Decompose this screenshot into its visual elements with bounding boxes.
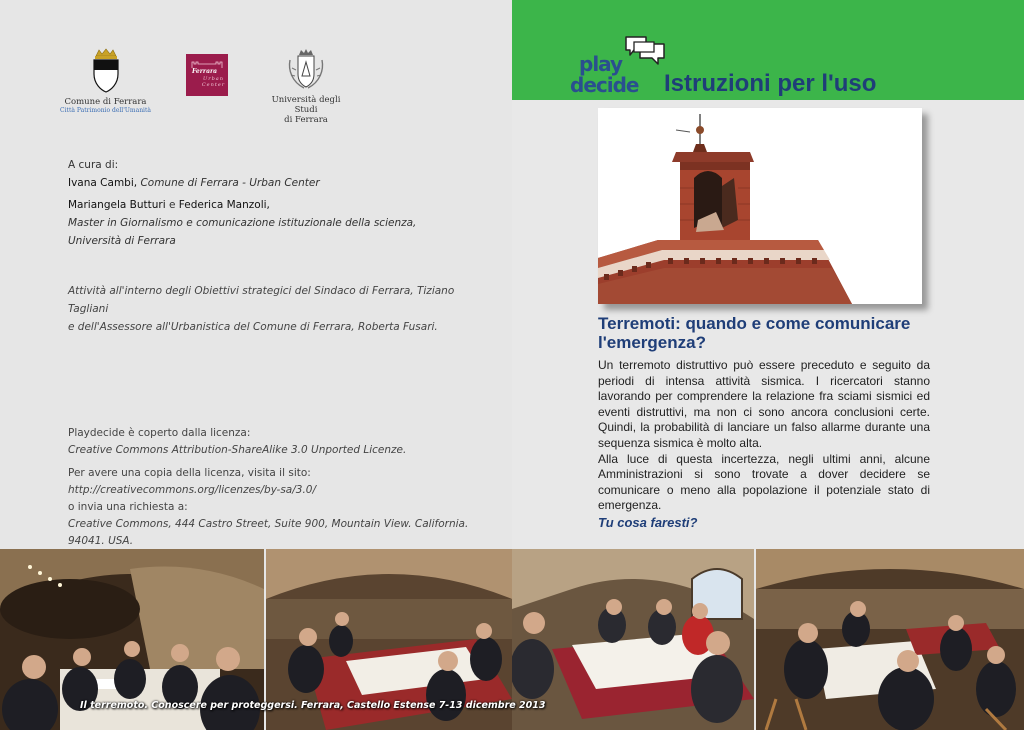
license-line1: Playdecide è coperto dalla licenza: [68, 427, 251, 439]
author-conjunction: e [168, 199, 176, 211]
credits-intro: A cura di: [68, 159, 119, 171]
unife-caption-line1: Università degli Studi [271, 95, 341, 115]
author1-affiliation: Comune di Ferrara - Urban Center [140, 177, 320, 189]
activity-line1: Attività all'interno degli Obiettivi strategici del Sindaco di Ferrara, Tiziano Tagliani [68, 285, 455, 315]
speech-bubbles-icon [624, 34, 668, 68]
photo-strip-caption: Il terremoto. Conoscere per proteggersi. Ferrara, Castello Estense 7-13 dicembre 2013 [80, 700, 546, 711]
license-line5: o invia una richiesta a: [68, 501, 188, 513]
left-page [0, 0, 512, 549]
author2-name: Mariangela Butturi [68, 199, 166, 211]
article-title: Terremoti: quando e come comunicare l'emergenza? [598, 314, 911, 352]
ferrara-crest-icon [91, 48, 121, 94]
urban-center-name: Ferrara [192, 68, 218, 75]
page-title: Istruzioni per l'uso [664, 70, 877, 97]
workshop-photo-4 [756, 549, 1024, 730]
unife-caption-line2: di Ferrara [284, 115, 328, 125]
article-paragraph-2: Alla luce di questa incertezza, negli ultimi anni, alcune Amministrazioni si sono trovate a dover decidere se comunicare o meno alla popolazione il potenziale stato di emergenza. [598, 451, 930, 513]
urban-center-sub: Urban Center [201, 76, 226, 88]
damaged-tower-illustration [598, 108, 922, 304]
ferrara-logo-caption: Comune di Ferrara [64, 97, 147, 107]
credits-authors2-3 [68, 196, 488, 214]
license-name: Creative Commons Attribution-ShareAlike 3.0 Unported Licenze. [68, 444, 407, 456]
affiliation2-line1: Master in Giornalismo e comunicazione istituzionale della scienza, [68, 217, 417, 229]
credits-author1 [68, 174, 488, 192]
workshop-photo-3 [512, 549, 754, 730]
license-url[interactable]: http://creativecommons.org/licenzes/by-sa/3.0/ [68, 484, 317, 496]
urban-center-logo [186, 54, 228, 96]
article-paragraph-1: Un terremoto distruttivo può essere preceduto e seguito da periodi di intensa attività sismica. I ricercatori stanno lavorando per comprendere la relazione fra sciami sismici ed eventi distruttivi, ma non ci sono ancora conclusioni certe. Quindi, la probabilità di lanciare un falso allarme durante una sequenza sismica è molto alta. [598, 358, 930, 450]
brand-play: play [579, 52, 623, 76]
activity-statement [68, 282, 488, 336]
activity-line2: e dell'Assessore all'Urbanistica del Comune di Ferrara, Roberta Fusari. [68, 321, 438, 333]
comune-ferrara-logo [58, 48, 153, 115]
license-block [68, 425, 498, 550]
affiliation2-line2: Università di Ferrara [68, 235, 176, 247]
license-address: Creative Commons, 444 Castro Street, Suite 900, Mountain View. California. 94041. USA. [68, 518, 469, 547]
damaged-tower-photo [598, 108, 922, 304]
credits-block [68, 156, 488, 250]
university-seal-icon [286, 48, 326, 92]
photo-strip [0, 549, 1024, 730]
license-line3: Per avere una copia della licenza, visita il sito: [68, 467, 311, 479]
article-body [598, 358, 930, 514]
author3-name: Federica Manzoli, [178, 199, 270, 211]
ferrara-logo-subcaption: Città Patrimonio dell'Umanità [60, 107, 151, 114]
right-page [512, 0, 1024, 549]
author1-name: Ivana Cambi, [68, 177, 138, 189]
brand-decide: decide [570, 73, 639, 97]
universita-ferrara-logo [262, 48, 350, 125]
article-question: Tu cosa faresti? [598, 515, 698, 530]
